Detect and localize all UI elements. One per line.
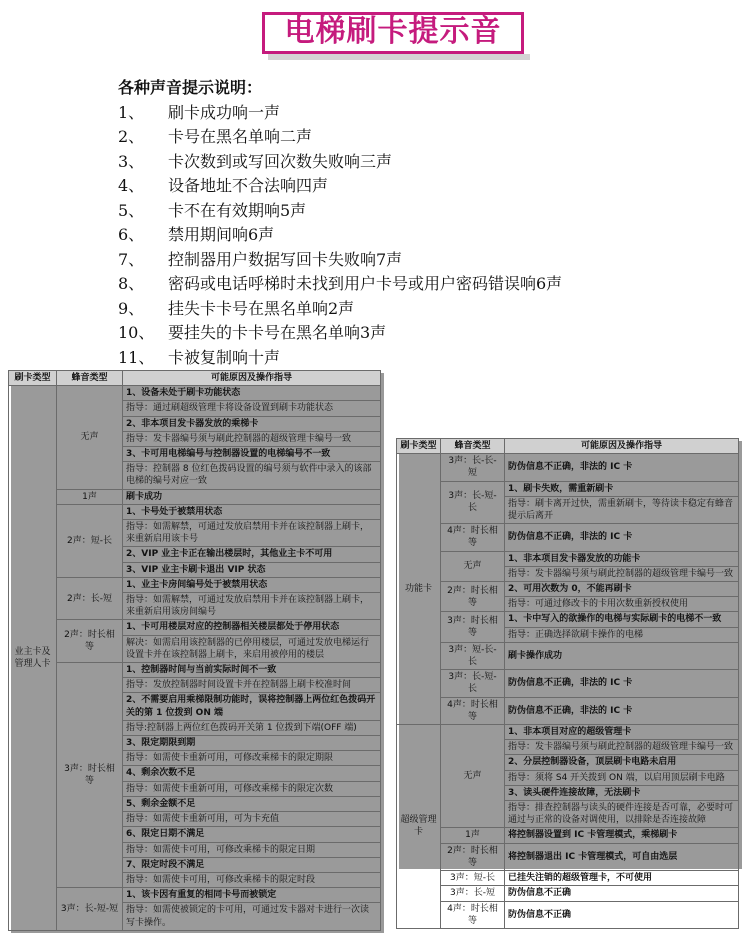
list-item-number: 8、	[118, 274, 145, 293]
sound-type-cell: 3声：短-长-长	[441, 642, 505, 669]
table-row	[397, 843, 739, 870]
list-item-text: 设备地址不合法响四声	[168, 176, 329, 195]
sound-type-cell: 无声	[441, 725, 505, 828]
table-row	[9, 504, 381, 519]
sound-type-cell: 4声：时长相等	[441, 697, 505, 724]
guidance-cell: 指导：刷卡离开过快，需重新刷卡，等待读卡稳定有蜂音提示后离开	[505, 496, 739, 523]
sound-type-cell: 3声：长-短-长	[441, 670, 505, 697]
column-header: 蜂音类型	[57, 371, 123, 386]
page-title: 电梯刷卡提示音	[262, 12, 524, 54]
guidance-cell: 指导：控制器 8 位红色拨码设置的编号须与软件中录入的该部电梯的编号对应一致	[123, 462, 381, 489]
guidance-cell: 指导：如需使卡可用，可修改乘梯卡的限定时段	[123, 872, 381, 887]
table-row	[9, 386, 381, 401]
sound-type-cell: 1声	[57, 489, 123, 504]
column-header: 可能原因及操作指导	[505, 439, 739, 454]
table-row	[397, 582, 739, 597]
guidance-cell: 指导：排查控制器与读头的硬件连接是否可靠，必要时可通过与正常的设备对调使用，以排除是否连接故障	[505, 801, 739, 828]
list-item-number: 5、	[118, 200, 145, 220]
guidance-cell: 刷卡成功	[123, 489, 381, 504]
guidance-cell: 指导：发卡器编号须与刷此控制器的超级管理卡编号一致	[123, 431, 381, 446]
guidance-cell: 已挂失注销的超级管理卡，不可使用	[505, 871, 739, 886]
guidance-cell: 3、卡可用电梯编号与控制器设置的电梯编号不一致	[123, 447, 381, 462]
guidance-cell: 3、VIP 业主卡刷卡退出 VIP 状态	[123, 562, 381, 577]
guidance-cell: 指导：如需解禁，可通过发放启禁用卡并在该控制器上刷卡，来重新启用该卡号	[123, 520, 381, 547]
guidance-cell: 1、卡中写入的欲操作的电梯与实际刷卡的电梯不一致	[505, 612, 739, 627]
guidance-cell: 1、非本项目发卡器发放的功能卡	[505, 551, 739, 566]
table-row	[397, 886, 739, 901]
sound-type-cell: 无声	[57, 386, 123, 489]
table-row	[397, 454, 739, 481]
list-item-number: 11、	[118, 347, 155, 367]
table-row	[397, 612, 739, 627]
guidance-cell: 解决：如需启用该控制器的已停用楼层，可通过发放电梯运行设置卡并在该控制器上刷卡，来启用被停用的楼层	[123, 635, 381, 662]
sound-description-list	[118, 76, 718, 370]
guidance-cell: 1、业主卡房间编号处于被禁用状态	[123, 577, 381, 592]
guidance-cell: 指导：如需使被锁定的卡可用，可通过发卡器对卡进行一次读写卡操作。	[123, 903, 381, 930]
table-row	[397, 901, 739, 928]
sound-type-cell: 3声：时长相等	[441, 612, 505, 642]
list-item	[118, 101, 718, 126]
sound-type-cell: 无声	[441, 551, 505, 581]
list-heading: 各种声音提示说明：	[118, 78, 263, 97]
guidance-cell: 将控制器设置到 IC 卡管理模式，乘梯刷卡	[505, 828, 739, 843]
list-item-text: 控制器用户数据写回卡失败响7声	[168, 249, 403, 269]
table-row	[397, 670, 739, 697]
list-item-text: 挂失卡卡号在黑名单响2声	[168, 298, 355, 318]
list-item-text: 卡不在有效期响5声	[168, 200, 307, 220]
sound-type-cell: 2声：短-长	[57, 504, 123, 577]
guidance-cell: 1、该卡因有重复的相同卡号而被锁定	[123, 888, 381, 903]
column-header: 蜂音类型	[441, 439, 505, 454]
guidance-cell: 防伪信息不正确，非法的 IC 卡	[505, 670, 739, 697]
table-row	[9, 577, 381, 592]
guidance-cell: 1、卡可用楼层对应的控制器相关楼层都处于停用状态	[123, 620, 381, 635]
guidance-cell: 指导:控制器上两位红色拨码开关第 1 位拨到下端(OFF 端)	[123, 720, 381, 735]
table-row	[397, 725, 739, 740]
guidance-cell: 7、限定时段不满足	[123, 857, 381, 872]
list-item	[118, 321, 718, 346]
list-item	[118, 297, 718, 322]
guidance-cell: 指导：如需使卡重新可用，可修改乘梯卡的限定期限	[123, 751, 381, 766]
list-item-text: 卡被复制响十声	[168, 347, 281, 367]
list-item-number: 4、	[118, 176, 145, 195]
sound-type-cell: 2声：时长相等	[441, 582, 505, 612]
guidance-cell: 指导：如需使卡重新可用，可修改乘梯卡的限定次数	[123, 781, 381, 796]
guidance-cell: 3、限定期限到期	[123, 736, 381, 751]
list-item	[118, 272, 718, 297]
table-row	[9, 620, 381, 635]
guidance-cell: 指导：如需使卡可用，可修改乘梯卡的限定日期	[123, 842, 381, 857]
table-row	[9, 888, 381, 903]
list-item	[118, 346, 718, 371]
sound-type-cell: 2声：时长相等	[441, 843, 505, 870]
table-row	[397, 524, 739, 551]
sound-type-cell: 3声：长-长-短	[441, 454, 505, 481]
list-item-text: 密码或电话呼梯时未找到用户卡号或用户密码错误响6声	[168, 274, 563, 293]
column-header: 可能原因及操作指导	[123, 371, 381, 386]
guidance-cell: 将控制器退出 IC 卡管理模式，可自由选层	[505, 843, 739, 870]
guidance-cell: 指导：如需使卡重新可用，可为卡充值	[123, 812, 381, 827]
guidance-cell: 指导：发卡器编号须与刷此控制器的超级管理卡编号一致	[505, 566, 739, 581]
list-item-text: 卡号在黑名单响二声	[168, 127, 313, 146]
sound-type-cell: 1声	[441, 828, 505, 843]
guidance-cell: 防伪信息不正确，非法的 IC 卡	[505, 524, 739, 551]
guidance-cell: 1、设备未处于刷卡功能状态	[123, 386, 381, 401]
card-sound-table-left	[8, 370, 381, 931]
list-item-text: 要挂失的卡卡号在黑名单响3声	[168, 323, 387, 342]
sound-type-cell: 3声：长-短-短	[57, 888, 123, 931]
guidance-cell: 指导：须将 S4 开关拨到 ON 端，以启用顶层刷卡电路	[505, 770, 739, 785]
guidance-cell: 2、可用次数为 0，不能再刷卡	[505, 582, 739, 597]
table-row	[9, 489, 381, 504]
list-item-number: 2、	[118, 127, 145, 146]
list-item-text: 刷卡成功响一声	[168, 102, 281, 122]
table-row	[397, 871, 739, 886]
guidance-cell: 防伪信息不正确，非法的 IC 卡	[505, 697, 739, 724]
guidance-cell: 2、VIP 业主卡正在输出楼层时，其他业主卡不可用	[123, 547, 381, 562]
guidance-cell: 1、刷卡失败，需重新刷卡	[505, 481, 739, 496]
sound-type-cell: 2声：长-短	[57, 577, 123, 620]
list-item-number: 10、	[118, 323, 155, 342]
table-row	[397, 481, 739, 496]
guidance-cell: 指导：通过刷超级管理卡将设备设置到刷卡功能状态	[123, 401, 381, 416]
guidance-cell: 6、限定日期不满足	[123, 827, 381, 842]
list-item-number: 7、	[118, 249, 145, 269]
list-item	[118, 174, 718, 199]
list-item	[118, 150, 718, 175]
guidance-cell: 2、不需要启用乘梯限制功能时，误将控制器上两位红色拨码开关的第 1 位拨到 ON 端	[123, 693, 381, 720]
table-row	[9, 663, 381, 678]
sound-type-cell: 3声：长-短	[441, 886, 505, 901]
list-item-number: 6、	[118, 225, 145, 244]
sound-type-cell: 4声：时长相等	[441, 524, 505, 551]
guidance-cell: 指导：可通过修改卡的卡用次数重新授权使用	[505, 597, 739, 612]
card-type-cell: 功能卡	[397, 454, 441, 725]
list-item-text: 卡次数到或写回次数失败响三声	[168, 151, 393, 171]
list-item-number: 9、	[118, 298, 145, 318]
list-item	[118, 199, 718, 224]
guidance-cell: 刷卡操作成功	[505, 642, 739, 669]
guidance-cell: 2、分层控制器设备，顶层刷卡电路未启用	[505, 755, 739, 770]
sound-type-cell: 3声：长-短-长	[441, 481, 505, 524]
guidance-cell: 指导：正确选择欲刷卡操作的电梯	[505, 627, 739, 642]
guidance-cell: 防伪信息不正确，非法的 IC 卡	[505, 454, 739, 481]
list-item-number: 3、	[118, 151, 145, 171]
card-sound-table-right	[396, 438, 739, 929]
list-item-text: 禁用期间响6声	[168, 225, 275, 244]
card-type-cell: 业主卡及管理人卡	[9, 386, 57, 931]
guidance-cell: 指导：如需解禁，可通过发放启禁用卡并在该控制器上刷卡，来重新启用该房间编号	[123, 593, 381, 620]
list-item	[118, 223, 718, 248]
list-item-number: 1、	[118, 102, 145, 122]
table-row	[397, 551, 739, 566]
guidance-cell: 4、剩余次数不足	[123, 766, 381, 781]
card-type-cell: 超级管理卡	[397, 725, 441, 929]
guidance-cell: 1、卡号处于被禁用状态	[123, 504, 381, 519]
sound-type-cell: 4声：时长相等	[441, 901, 505, 928]
table-row	[397, 828, 739, 843]
guidance-cell: 防伪信息不正确	[505, 901, 739, 928]
list-item	[118, 248, 718, 273]
list-item	[118, 125, 718, 150]
column-header: 刷卡类型	[9, 371, 57, 386]
guidance-cell: 5、剩余金额不足	[123, 796, 381, 811]
guidance-cell: 指导：发卡器编号须与刷此控制器的超级管理卡编号一致	[505, 740, 739, 755]
title-shadow	[268, 54, 530, 60]
guidance-cell: 防伪信息不正确	[505, 886, 739, 901]
guidance-cell: 1、非本项目对应的超级管理卡	[505, 725, 739, 740]
guidance-cell: 3、读头硬件连接故障，无法刷卡	[505, 785, 739, 800]
sound-type-cell: 2声：时长相等	[57, 620, 123, 663]
sound-type-cell: 3声：短-长	[441, 871, 505, 886]
table-row	[397, 642, 739, 669]
table-row	[397, 697, 739, 724]
guidance-cell: 2、非本项目发卡器发放的乘梯卡	[123, 416, 381, 431]
sound-type-cell: 3声：时长相等	[57, 663, 123, 888]
column-header: 刷卡类型	[397, 439, 441, 454]
guidance-cell: 1、控制器时间与当前实际时间不一致	[123, 663, 381, 678]
guidance-cell: 指导：发放控制器时间设置卡并在控制器上刷卡校准时间	[123, 678, 381, 693]
